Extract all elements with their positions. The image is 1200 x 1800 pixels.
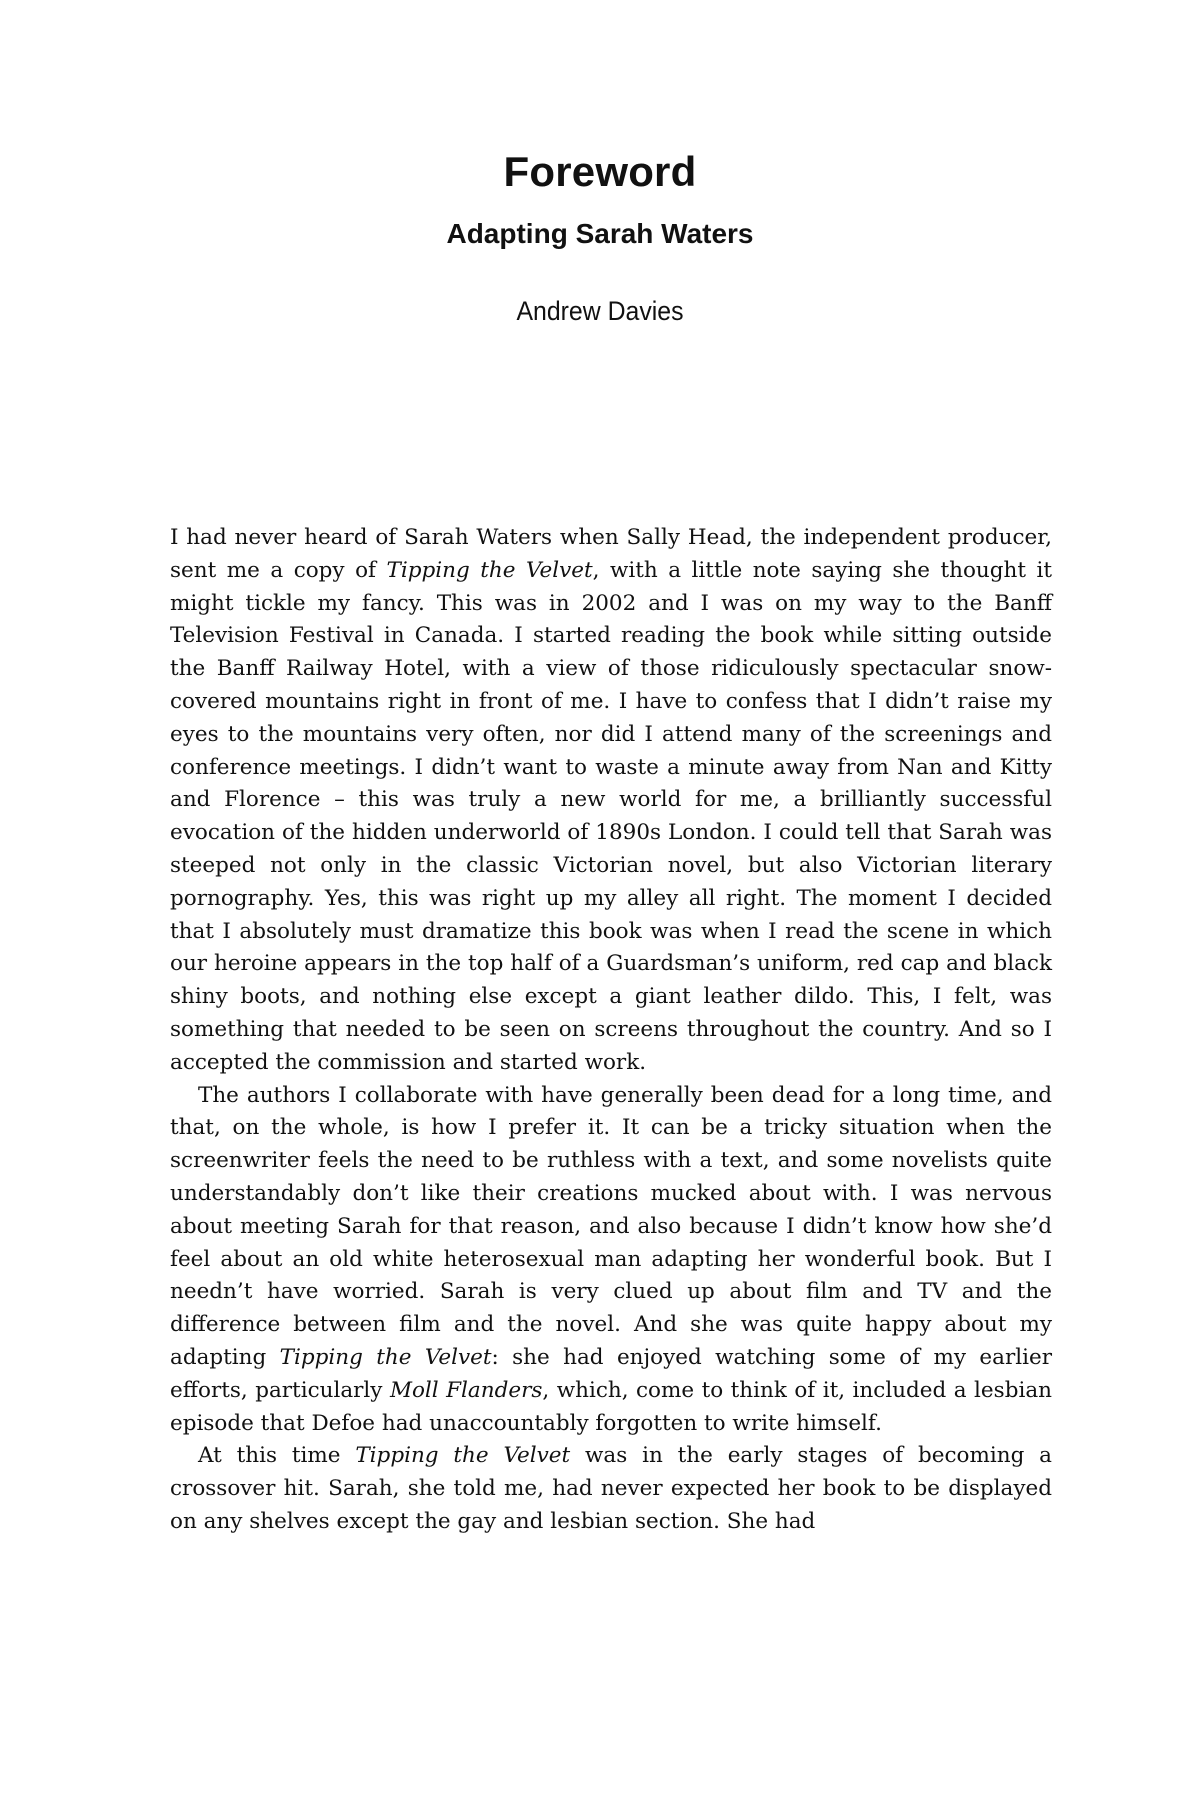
paragraph-3-text: was in the early stages of becoming a crossover hit. Sarah, she told me, had never expected her book to be displayed on any shelves except the gay and lesbian section. She had: [170, 1443, 1052, 1534]
book-title-italic: Tipping the Velvet: [386, 557, 593, 583]
chapter-title: Foreword: [503, 148, 697, 195]
paragraph-1: [170, 522, 1052, 1080]
paragraph-2-text: , which, come to think of it, included a lesbian episode that Defoe had unaccountably forgotten to write himself.: [170, 1377, 1052, 1436]
paragraph-3: [170, 1440, 1052, 1538]
author-name: Andrew Davies: [516, 296, 684, 326]
paragraph-3-text: At this time: [198, 1443, 356, 1469]
body-text: [170, 522, 1052, 1539]
chapter-subtitle: Adapting Sarah Waters: [446, 218, 754, 249]
paragraph-2-text: The authors I collaborate with have generally been dead for a long time, and that, on the whole, is how I prefer it. It can be a tricky situation when the screenwriter feels the need to be ruthless with a text, and some novelists quite understandably don’t like their creations mucked about with. I was nervous about meeting Sarah for that reason, and also because I didn’t know how she’d feel about an old white heterosexual man adapting her wonderful book. But I needn’t have worried. Sarah is very clued up about film and TV and the difference between film and the novel. And she was quite happy about my adapting: [170, 1082, 1052, 1370]
paragraph-2: [170, 1080, 1052, 1441]
paragraph-1-text: I had never heard of Sarah Waters when Sally Head, the independent producer, sent me a copy of: [170, 525, 1052, 583]
paragraph-2-text: : she had enjoyed watching some of my earlier efforts, particularly: [170, 1344, 1052, 1403]
paragraph-1-text: , with a little note saying she thought it might tickle my fancy. This was in 2002 and I was on my way to the Banff Television Festival in Canada. I started reading the book while sitting outside the Banff Railway Hotel, with a view of those ridiculously spectacular snow-covered mountains right in front of me. I have to confess that I didn’t raise my eyes to the mountains very often, nor did I attend many of the screenings and conference meetings. I didn’t want to waste a minute away from Nan and Kitty and Florence – this was truly a new world for me, a brilliantly successful evocation of the hidden underworld of 1890s London. I could tell that Sarah was steeped not only in the classic Victorian novel, but also Victorian literary pornography. Yes, this was right up my alley all right. The moment I decided that I absolutely must dramatize this book was when I read the scene in which our heroine appears in the top half of a Guardsman’s uniform, red cap and black shiny boots, and nothing else except a giant leather dildo. This, I felt, was something that needed to be seen on screens throughout the country. And so I accepted the commission and started work.: [170, 557, 1053, 1075]
book-title-italic: Moll Flanders: [389, 1377, 543, 1403]
book-title-italic: Tipping the Velvet: [355, 1443, 571, 1469]
book-title-italic: Tipping the Velvet: [279, 1344, 492, 1370]
